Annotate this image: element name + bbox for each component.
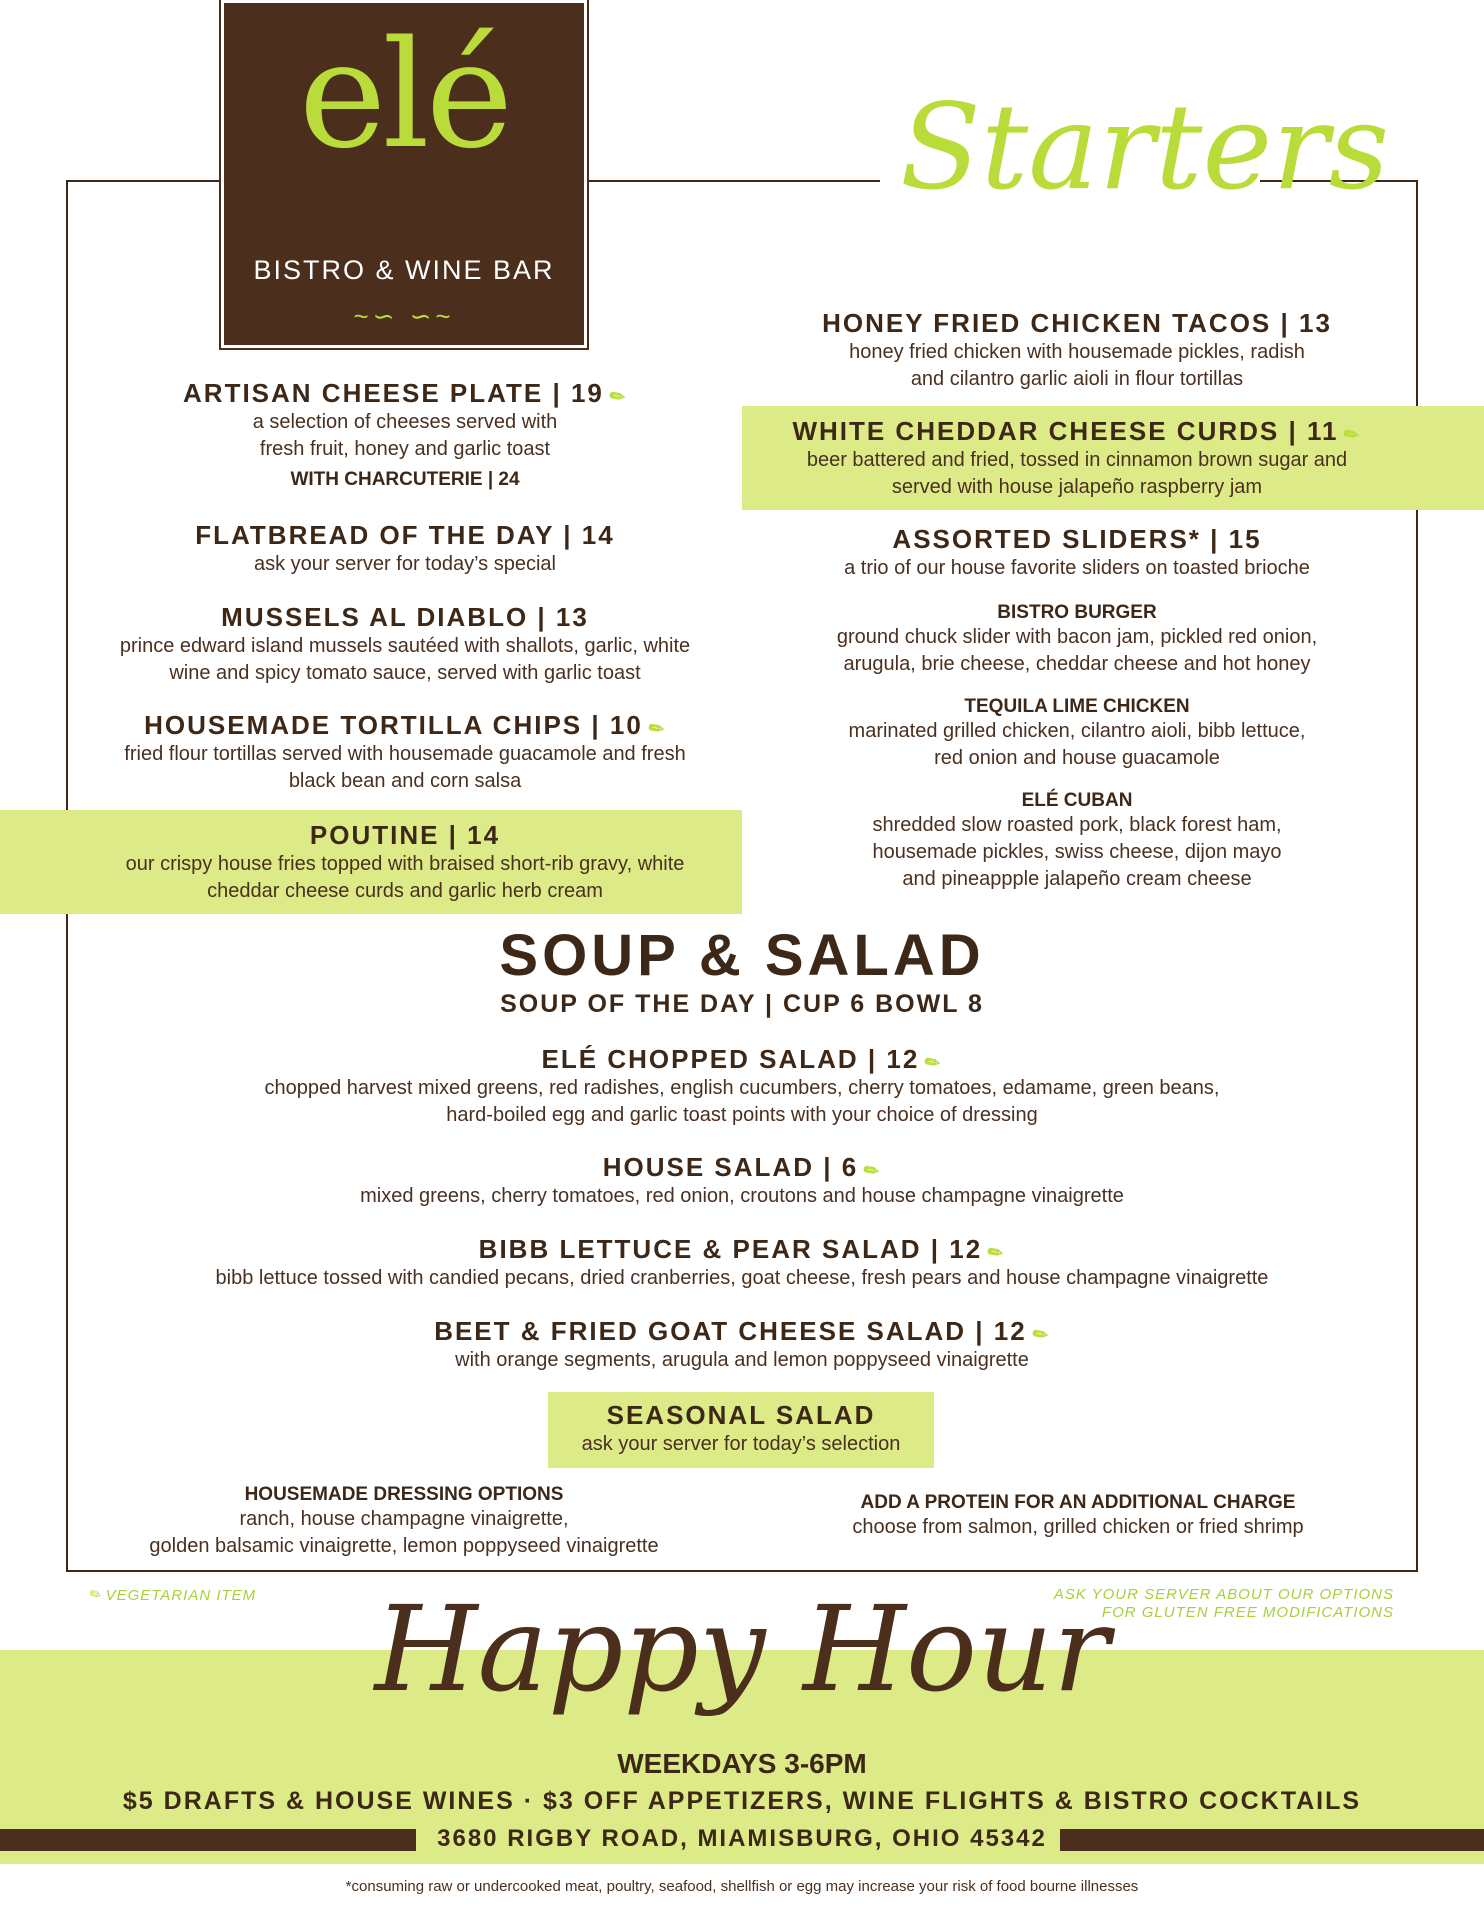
menu-item-flatbread xyxy=(80,520,730,578)
vegetarian-leaf-icon: ✎ xyxy=(1339,420,1366,448)
vegetarian-note-text: VEGETARIAN ITEM xyxy=(105,1587,257,1604)
logo-ornament: ~∽ ∽~ xyxy=(353,301,455,331)
vegetarian-leaf-icon: ✎ xyxy=(644,714,670,742)
vegetarian-leaf-icon: ✎ xyxy=(1028,1320,1054,1348)
happy-hour-heading: Happy Hour xyxy=(374,1580,1110,1718)
slider-desc: and pineappple jalapeño cream cheese xyxy=(902,868,1252,890)
protein-title: ADD A PROTEIN FOR AN ADDITIONAL CHARGE xyxy=(860,1492,1296,1513)
slider-ele-cuban xyxy=(742,784,1412,893)
happy-hour-deals: $5 DRAFTS & HOUSE WINES · $3 OFF APPETIZERS, WINE FLIGHTS & BISTRO COCKTAILS xyxy=(122,1787,1362,1815)
vegetarian-leaf-icon: ✎ xyxy=(983,1238,1010,1266)
item-desc: wine and spicy tomato sauce, served with garlic toast xyxy=(169,662,641,684)
slider-desc: shredded slow roasted pork, black forest ham, xyxy=(872,814,1282,836)
slider-desc: red onion and house guacamole xyxy=(934,747,1220,769)
vegetarian-leaf-icon: ✎ xyxy=(84,1584,106,1607)
item-desc: our crispy house fries topped with braised short-rib gravy, white xyxy=(125,853,685,875)
item-desc: ask your server for today’s selection xyxy=(581,1433,901,1455)
address: 3680 RIGBY ROAD, MIAMISBURG, OHIO 45342 xyxy=(437,1825,1047,1852)
gluten-note-line: FOR GLUTEN FREE MODIFICATIONS xyxy=(1101,1604,1394,1621)
item-extra: WITH CHARCUTERIE | 24 xyxy=(290,469,520,490)
menu-item-sliders xyxy=(742,524,1412,582)
slider-desc: arugula, brie cheese, cheddar cheese and hot honey xyxy=(843,653,1311,675)
slider-tequila-lime-chicken xyxy=(742,690,1412,772)
item-desc: and cilantro garlic aioli in flour tortillas xyxy=(910,368,1244,390)
item-title: SEASONAL SALAD xyxy=(606,1400,876,1430)
item-desc: chopped harvest mixed greens, red radishes, english cucumbers, cherry tomatoes, edamame, green beans, xyxy=(264,1077,1220,1099)
logo xyxy=(221,0,587,348)
menu-item-poutine xyxy=(60,820,750,905)
logo-wordmark: elé xyxy=(298,9,510,181)
item-desc: cheddar cheese curds and garlic herb cream xyxy=(207,880,603,902)
slider-desc: marinated grilled chicken, cilantro aioli, bibb lettuce, xyxy=(848,720,1306,742)
menu-item-artisan-cheese xyxy=(80,378,730,491)
menu-item-bibb-pear-salad xyxy=(80,1234,1404,1292)
slider-name: TEQUILA LIME CHICKEN xyxy=(964,696,1190,717)
slider-desc: housemade pickles, swiss cheese, dijon mayo xyxy=(872,841,1282,863)
menu-item-seasonal-salad xyxy=(548,1400,934,1458)
item-title: BEET & FRIED GOAT CHEESE SALAD | 12 xyxy=(434,1316,1027,1346)
vegetarian-leaf-icon: ✎ xyxy=(920,1048,947,1076)
protein-options xyxy=(770,1486,1386,1541)
item-title: ELÉ CHOPPED SALAD | 12 xyxy=(541,1044,920,1074)
menu-item-tortilla-chips xyxy=(60,710,750,795)
item-desc: a selection of cheeses served with xyxy=(252,411,558,433)
item-desc: black bean and corn salsa xyxy=(288,770,522,792)
item-title: HOUSE SALAD | 6 xyxy=(602,1152,859,1182)
slider-name: BISTRO BURGER xyxy=(997,602,1157,623)
item-desc: bibb lettuce tossed with candied pecans, dried cranberries, goat cheese, fresh pears and house champagne vinaigrette xyxy=(215,1267,1269,1289)
protein-desc: choose from salmon, grilled chicken or fried shrimp xyxy=(852,1516,1304,1538)
menu-item-mussels xyxy=(60,602,750,687)
food-safety-disclaimer: *consuming raw or undercooked meat, poultry, seafood, shellfish or egg may increase your risk of food bourne illnesses xyxy=(345,1878,1139,1895)
item-desc: beer battered and fried, tossed in cinnamon brown sugar and xyxy=(806,449,1348,471)
item-title: ARTISAN CHEESE PLATE | 19 xyxy=(183,378,604,408)
item-desc: ask your server for today’s special xyxy=(254,553,556,575)
item-desc: hard-boiled egg and garlic toast points with your choice of dressing xyxy=(446,1104,1038,1126)
item-title: BIBB LETTUCE & PEAR SALAD | 12 xyxy=(478,1234,983,1264)
menu-item-house-salad xyxy=(80,1152,1404,1210)
item-title: HONEY FRIED CHICKEN TACOS | 13 xyxy=(822,308,1332,338)
slider-bistro-burger xyxy=(742,596,1412,678)
dressing-options xyxy=(100,1478,708,1560)
item-desc: a trio of our house favorite sliders on toasted brioche xyxy=(844,557,1310,579)
menu-item-beet-goat-cheese-salad xyxy=(80,1316,1404,1374)
item-desc: fried flour tortillas served with housemade guacamole and fresh xyxy=(124,743,686,765)
dressing-title: HOUSEMADE DRESSING OPTIONS xyxy=(244,1484,564,1505)
soup-salad-heading: SOUP & SALAD xyxy=(499,923,985,988)
gluten-note-line: ASK YOUR SERVER ABOUT OUR OPTIONS xyxy=(1053,1586,1394,1603)
item-desc: honey fried chicken with housemade pickles, radish xyxy=(849,341,1305,363)
vegetarian-leaf-icon: ✎ xyxy=(859,1156,886,1184)
menu-item-cheese-curds xyxy=(742,416,1412,501)
slider-desc: ground chuck slider with bacon jam, pickled red onion, xyxy=(836,626,1318,648)
item-title: HOUSEMADE TORTILLA CHIPS | 10 xyxy=(144,710,643,740)
menu-item-chicken-tacos xyxy=(742,308,1412,393)
slider-name: ELÉ CUBAN xyxy=(1021,790,1133,811)
item-title: FLATBREAD OF THE DAY | 14 xyxy=(195,520,615,550)
item-desc: prince edward island mussels sautéed with shallots, garlic, white xyxy=(119,635,691,657)
item-title: MUSSELS AL DIABLO | 13 xyxy=(221,602,589,632)
item-title: WHITE CHEDDAR CHEESE CURDS | 11 xyxy=(792,416,1339,446)
starters-heading: Starters xyxy=(900,78,1390,216)
dressing-desc: golden balsamic vinaigrette, lemon poppyseed vinaigrette xyxy=(149,1535,659,1557)
happy-hour-time: WEEKDAYS 3-6PM xyxy=(617,1748,867,1779)
dressing-desc: ranch, house champagne vinaigrette, xyxy=(239,1508,569,1530)
item-desc: mixed greens, cherry tomatoes, red onion, croutons and house champagne vinaigrette xyxy=(360,1185,1124,1207)
soup-of-the-day: SOUP OF THE DAY | CUP 6 BOWL 8 xyxy=(500,990,984,1018)
vegetarian-leaf-icon: ✎ xyxy=(605,382,631,410)
item-desc: served with house jalapeño raspberry jam xyxy=(891,476,1263,498)
logo-subtitle: BISTRO & WINE BAR xyxy=(253,255,555,285)
item-desc: with orange segments, arugula and lemon poppyseed vinaigrette xyxy=(455,1349,1029,1371)
item-title: ASSORTED SLIDERS* | 15 xyxy=(892,524,1262,554)
item-desc: fresh fruit, honey and garlic toast xyxy=(259,438,551,460)
menu-item-chopped-salad xyxy=(80,1044,1404,1129)
item-title: POUTINE | 14 xyxy=(309,820,501,850)
